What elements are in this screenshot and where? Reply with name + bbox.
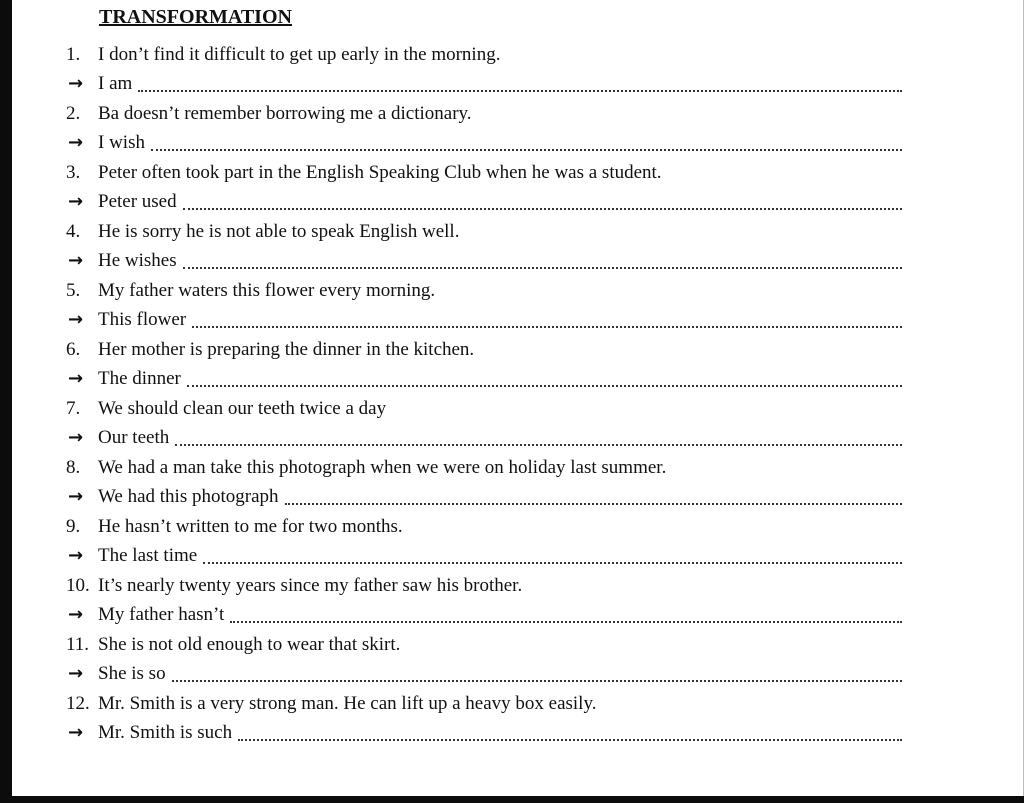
question-row xyxy=(66,508,902,538)
question-sentence: We should clean our teeth twice a day xyxy=(98,397,387,419)
answer-prompt: The last time xyxy=(98,545,198,566)
answer-blank-line[interactable] xyxy=(172,677,902,682)
arrow-right-icon: → xyxy=(68,309,84,330)
question-sentence: I don’t find it difficult to get up early in the morning. xyxy=(98,43,501,65)
question-number: 6. xyxy=(66,338,81,360)
question-number: 5. xyxy=(66,279,81,301)
answer-prompt: Our teeth xyxy=(98,427,170,448)
question-number: 8. xyxy=(66,456,81,478)
answer-prompt: My father hasn’t xyxy=(98,604,225,625)
question-row xyxy=(66,626,902,656)
answer-row[interactable] xyxy=(66,302,902,332)
answer-row[interactable] xyxy=(66,243,902,273)
arrow-right-icon: → xyxy=(68,191,84,212)
answer-row[interactable] xyxy=(66,479,902,509)
answer-row[interactable] xyxy=(66,538,902,568)
question-row xyxy=(66,36,902,66)
question-number: 2. xyxy=(66,102,81,124)
answer-blank-line[interactable] xyxy=(192,323,902,328)
answer-row[interactable] xyxy=(66,420,902,450)
left-border xyxy=(0,0,12,803)
question-row xyxy=(66,95,902,125)
answer-row[interactable] xyxy=(66,715,902,745)
answer-prompt: She is so xyxy=(98,663,166,684)
answer-blank-line[interactable] xyxy=(175,441,902,446)
worksheet-title: TRANSFORMATION xyxy=(99,6,292,28)
answer-row[interactable] xyxy=(66,184,902,214)
question-sentence: Mr. Smith is a very strong man. He can lift up a heavy box easily. xyxy=(98,692,597,714)
answer-blank-line[interactable] xyxy=(151,146,902,151)
arrow-right-icon: → xyxy=(68,486,84,507)
answer-row[interactable] xyxy=(66,656,902,686)
answer-row[interactable] xyxy=(66,597,902,627)
answer-blank-line[interactable] xyxy=(138,87,902,92)
question-sentence: Peter often took part in the English Speaking Club when he was a student. xyxy=(98,161,662,183)
question-number: 1. xyxy=(66,43,81,65)
arrow-right-icon: → xyxy=(68,604,84,625)
answer-row[interactable] xyxy=(66,125,902,155)
answer-prompt: The dinner xyxy=(98,368,181,389)
question-sentence: We had a man take this photograph when we were on holiday last summer. xyxy=(98,456,667,478)
question-number: 7. xyxy=(66,397,81,419)
question-number: 9. xyxy=(66,515,81,537)
arrow-right-icon: → xyxy=(68,722,84,743)
question-row xyxy=(66,449,902,479)
question-row xyxy=(66,567,902,597)
question-sentence: Her mother is preparing the dinner in the kitchen. xyxy=(98,338,475,360)
question-number: 4. xyxy=(66,220,81,242)
arrow-right-icon: → xyxy=(68,545,84,566)
arrow-right-icon: → xyxy=(68,250,84,271)
answer-prompt: We had this photograph xyxy=(98,486,279,507)
question-number: 10. xyxy=(66,574,90,596)
question-row xyxy=(66,272,902,302)
exercise-list xyxy=(66,36,902,744)
arrow-right-icon: → xyxy=(68,368,84,389)
question-number: 11. xyxy=(66,633,90,655)
answer-row[interactable] xyxy=(66,361,902,391)
answer-blank-line[interactable] xyxy=(183,205,902,210)
answer-prompt: He wishes xyxy=(98,250,177,271)
arrow-right-icon: → xyxy=(68,663,84,684)
question-sentence: He hasn’t written to me for two months. xyxy=(98,515,403,537)
answer-prompt: Mr. Smith is such xyxy=(98,722,233,743)
answer-blank-line[interactable] xyxy=(230,618,902,623)
question-sentence: He is sorry he is not able to speak English well. xyxy=(98,220,460,242)
question-row xyxy=(66,154,902,184)
answer-blank-line[interactable] xyxy=(238,736,902,741)
answer-blank-line[interactable] xyxy=(285,500,902,505)
question-row xyxy=(66,213,902,243)
answer-blank-line[interactable] xyxy=(183,264,902,269)
question-number: 12. xyxy=(66,692,90,714)
question-number: 3. xyxy=(66,161,81,183)
question-sentence: My father waters this flower every morning. xyxy=(98,279,436,301)
arrow-right-icon: → xyxy=(68,427,84,448)
question-row xyxy=(66,390,902,420)
answer-blank-line[interactable] xyxy=(203,559,902,564)
answer-prompt: I am xyxy=(98,73,133,94)
question-sentence: It’s nearly twenty years since my father saw his brother. xyxy=(98,574,523,596)
bottom-border xyxy=(0,796,1024,803)
question-row xyxy=(66,331,902,361)
answer-row[interactable] xyxy=(66,66,902,96)
question-sentence: Ba doesn’t remember borrowing me a dictionary. xyxy=(98,102,472,124)
answer-prompt: Peter used xyxy=(98,191,177,212)
arrow-right-icon: → xyxy=(68,132,84,153)
answer-prompt: This flower xyxy=(98,309,187,330)
answer-blank-line[interactable] xyxy=(187,382,902,387)
answer-prompt: I wish xyxy=(98,132,145,153)
arrow-right-icon: → xyxy=(68,73,84,94)
question-row xyxy=(66,685,902,715)
question-sentence: She is not old enough to wear that skirt. xyxy=(98,633,401,655)
